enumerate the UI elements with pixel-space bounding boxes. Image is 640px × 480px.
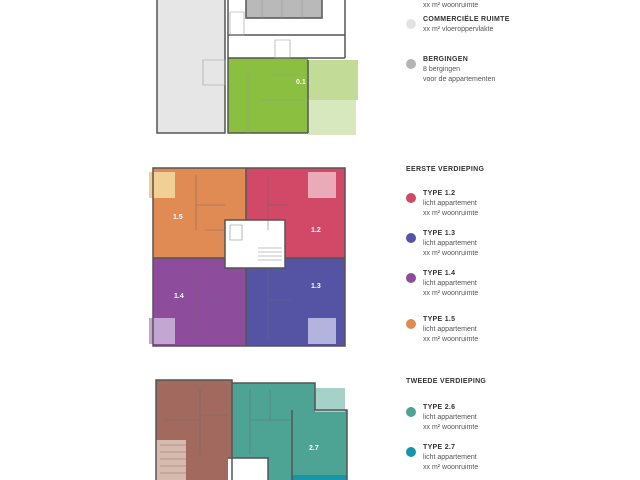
color-swatch — [406, 59, 416, 69]
legend-item-line2: voor de appartementen — [423, 76, 496, 83]
legend-item-line1: xx m² woonruimte — [423, 2, 479, 9]
color-swatch — [406, 193, 416, 203]
second-floor-plan — [156, 380, 347, 480]
apartment-0-1 — [228, 58, 308, 133]
color-swatch — [406, 407, 416, 417]
balcony-2-6 — [315, 388, 345, 412]
unit-label-0-1: 0.1 — [296, 79, 306, 86]
storage-units — [246, 0, 322, 18]
unit-label-1-4: 1.4 — [174, 293, 184, 300]
legend-item-line2: xx m² woonruimte — [423, 250, 479, 257]
legend-item-title: TYPE 1.4 — [423, 270, 456, 277]
legend-item-line2: xx m² woonruimte — [423, 290, 479, 297]
legend-item-line2: xx m² woonruimte — [423, 424, 479, 431]
commercial-space — [157, 0, 225, 133]
legend-item-title: TYPE 1.5 — [423, 316, 456, 323]
legend-item-line1: xx m² vloeroppervlakte — [423, 26, 494, 33]
legend-item-type-1-2 — [400, 190, 630, 224]
legend-item-title: COMMERCIËLE RUIMTE — [423, 16, 510, 23]
legend-item-line1: licht appartement — [423, 326, 477, 333]
stair-core-floor2 — [228, 458, 268, 480]
apartment-2-7 — [292, 410, 347, 475]
legend-item-title: TYPE 2.7 — [423, 444, 456, 451]
legend-item-type-2-6 — [400, 404, 630, 438]
balcony-1-3 — [308, 318, 336, 344]
legend-item-title: TYPE 1.3 — [423, 230, 456, 237]
terrace-0-1 — [308, 100, 356, 135]
legend-item-line1: licht appartement — [423, 280, 477, 287]
color-swatch — [406, 447, 416, 457]
color-swatch — [406, 19, 416, 29]
section-title-second-floor: TWEEDE VERDIEPING — [406, 378, 487, 385]
unit-label-1-3: 1.3 — [311, 283, 321, 290]
ground-floor-plan — [157, 0, 358, 135]
legend-item-line2: xx m² woonruimte — [423, 336, 479, 343]
legend-item-line2: xx m² woonruimte — [423, 464, 479, 471]
garden-0-1 — [308, 60, 358, 100]
stair-core-floor1 — [225, 220, 285, 268]
apartment-2-7-accent — [292, 475, 347, 480]
color-swatch — [406, 233, 416, 243]
first-floor-plan — [149, 168, 345, 346]
legend-item-title: TYPE 2.6 — [423, 404, 456, 411]
legend-item-line1: licht appartement — [423, 200, 477, 207]
color-swatch — [406, 273, 416, 283]
legend-item-commercial — [400, 16, 630, 50]
color-swatch — [406, 319, 416, 329]
legend-item-line2: xx m² woonruimte — [423, 210, 479, 217]
legend-item-line1: 8 bergingen — [423, 66, 460, 73]
unit-label-2-7: 2.7 — [309, 445, 319, 452]
unit-label-1-2: 1.2 — [311, 227, 321, 234]
legend-item-title: TYPE 1.2 — [423, 190, 456, 197]
unit-label-1-5: 1.5 — [173, 214, 183, 221]
legend-item-title: BERGINGEN — [423, 56, 469, 63]
legend-item-type-2-7 — [400, 444, 630, 478]
section-title-first-floor: EERSTE VERDIEPING — [406, 166, 485, 173]
legend-item-line1: licht appartement — [423, 414, 477, 421]
balcony-1-2 — [308, 172, 336, 198]
legend-item-storage — [400, 56, 630, 90]
legend-item-line1: licht appartement — [423, 454, 477, 461]
legend-item-type-1-3 — [400, 230, 630, 264]
legend-item-line1: licht appartement — [423, 240, 477, 247]
legend-item-type-1-5 — [400, 316, 630, 350]
balcony-2-5 — [156, 440, 186, 480]
legend-item-type-1-4 — [400, 270, 630, 304]
